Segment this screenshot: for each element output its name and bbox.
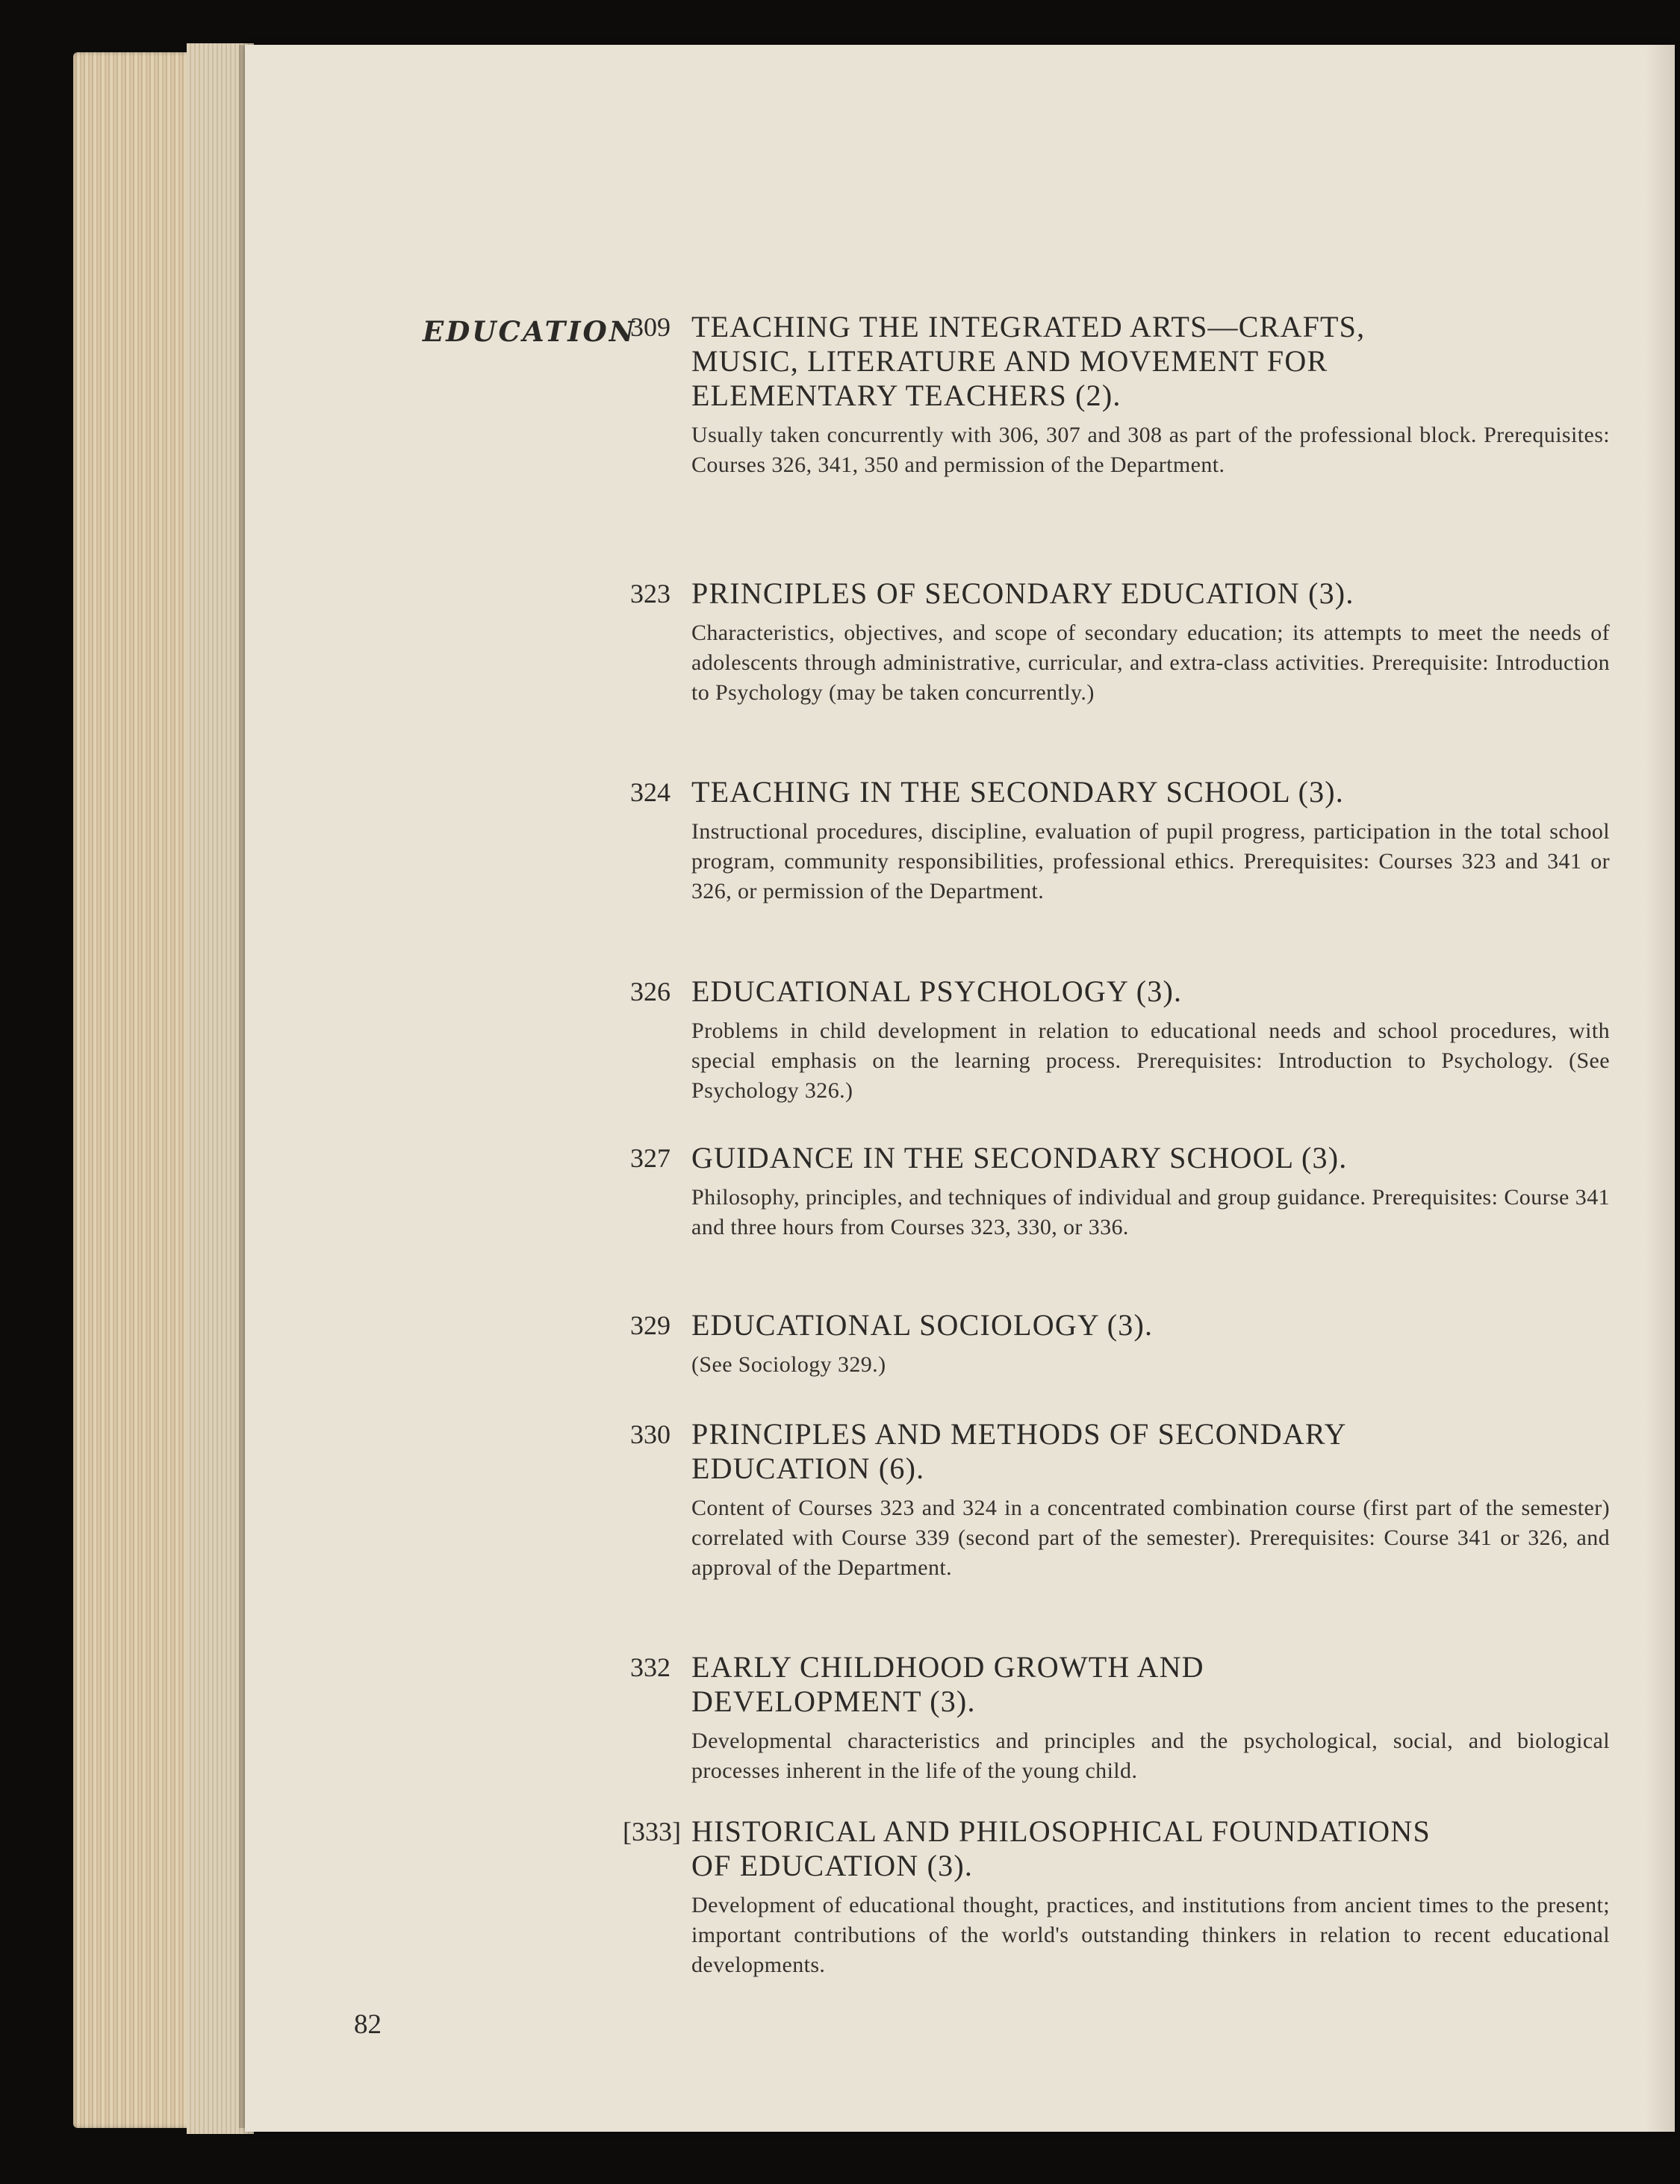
course-title-line: PRINCIPLES OF SECONDARY EDUCATION (3).: [691, 576, 1354, 610]
course-title: [691, 576, 1610, 611]
course-title-line: MUSIC, LITERATURE AND MOVEMENT FOR: [691, 344, 1328, 378]
course-title-line: TEACHING IN THE SECONDARY SCHOOL (3).: [691, 775, 1345, 809]
course-description: Problems in child development in relation to educational needs and school procedures, with special emphasis on the learning process. Prerequisites: Introduction to Psychology. (See Psychology 326.): [691, 1018, 1610, 1103]
course-number: 330: [630, 1419, 671, 1449]
course-entry: [630, 310, 1610, 480]
course-description: Usually taken concurrently with 306, 307 and 308 as part of the professional block. Prerequisites: Courses 326, 341, 350 and permission of the Department.: [691, 423, 1610, 477]
course-title-line: PRINCIPLES AND METHODS OF SECONDARY: [691, 1417, 1347, 1451]
course-list: [245, 45, 1675, 2132]
course-entry: [630, 775, 1610, 906]
course-title: [691, 310, 1610, 413]
catalog-page: [245, 45, 1675, 2132]
course-description: Philosophy, principles, and techniques of individual and group guidance. Prerequisites: Course 341 and three hours from Courses 323, 330, or 336.: [691, 1185, 1610, 1239]
course-title-line: EDUCATION (6).: [691, 1452, 925, 1485]
course-description: Developmental characteristics and principles and the psychological, social, and biological processes inherent in the life of the young child.: [691, 1729, 1610, 1783]
course-number: [333]: [623, 1817, 681, 1847]
course-description: Characteristics, objectives, and scope of secondary education; its attempts to meet the needs of adolescents through administrative, curricular, and extra-class activities. Prerequisite: Introduction to Psychology (may be taken concurrently.): [691, 620, 1610, 705]
page-number: 82: [354, 2009, 382, 2040]
course-title-line: HISTORICAL AND PHILOSOPHICAL FOUNDATIONS: [691, 1814, 1431, 1848]
course-number: 329: [630, 1310, 671, 1340]
course-number: 327: [630, 1143, 671, 1173]
course-number: 323: [630, 579, 671, 609]
course-title-line: ELEMENTARY TEACHERS (2).: [691, 379, 1121, 412]
course-title: [691, 1650, 1610, 1719]
course-title: [691, 974, 1610, 1009]
course-title-line: TEACHING THE INTEGRATED ARTS—CRAFTS,: [691, 310, 1366, 343]
course-title: [691, 1417, 1610, 1486]
course-title-line: EDUCATIONAL PSYCHOLOGY (3).: [691, 974, 1183, 1008]
course-number: 326: [630, 977, 671, 1007]
course-entry: [630, 1308, 1610, 1380]
course-title-line: OF EDUCATION (3).: [691, 1849, 974, 1882]
course-description: Development of educational thought, practices, and institutions from ancient times to the present; important contributions of the world's outstanding thinkers in relation to recent educational developments.: [691, 1893, 1610, 1977]
course-title-line: EDUCATIONAL SOCIOLOGY (3).: [691, 1308, 1154, 1342]
course-number: 309: [630, 312, 671, 342]
course-description: Content of Courses 323 and 324 in a concentrated combination course (first part of the semester) correlated with Course 339 (second part of the semester). Prerequisites: Course 341 or 326, and approval of the Department.: [691, 1496, 1610, 1580]
running-head: EDUCATION: [423, 315, 637, 348]
course-number: 324: [630, 777, 671, 807]
course-entry: [630, 1141, 1610, 1242]
course-entry: [623, 1814, 1610, 1980]
course-title-line: DEVELOPMENT (3).: [691, 1684, 976, 1718]
course-title: [691, 1814, 1610, 1883]
course-entry: [630, 974, 1610, 1106]
course-title-line: GUIDANCE IN THE SECONDARY SCHOOL (3).: [691, 1141, 1348, 1175]
course-entry: [630, 1650, 1610, 1786]
course-title-line: EARLY CHILDHOOD GROWTH AND: [691, 1650, 1204, 1684]
course-entry: [630, 576, 1610, 708]
course-description: Instructional procedures, discipline, evaluation of pupil progress, participation in the total school program, community responsibilities, professional ethics. Prerequisites: Courses 323 and 341 or 326, or permission of the Department.: [691, 819, 1610, 903]
course-entry: [630, 1417, 1610, 1583]
course-description: (See Sociology 329.): [691, 1352, 886, 1377]
course-title: [691, 1141, 1610, 1175]
course-title: [691, 775, 1610, 809]
course-title: [691, 1308, 1610, 1343]
course-number: 332: [630, 1652, 671, 1682]
